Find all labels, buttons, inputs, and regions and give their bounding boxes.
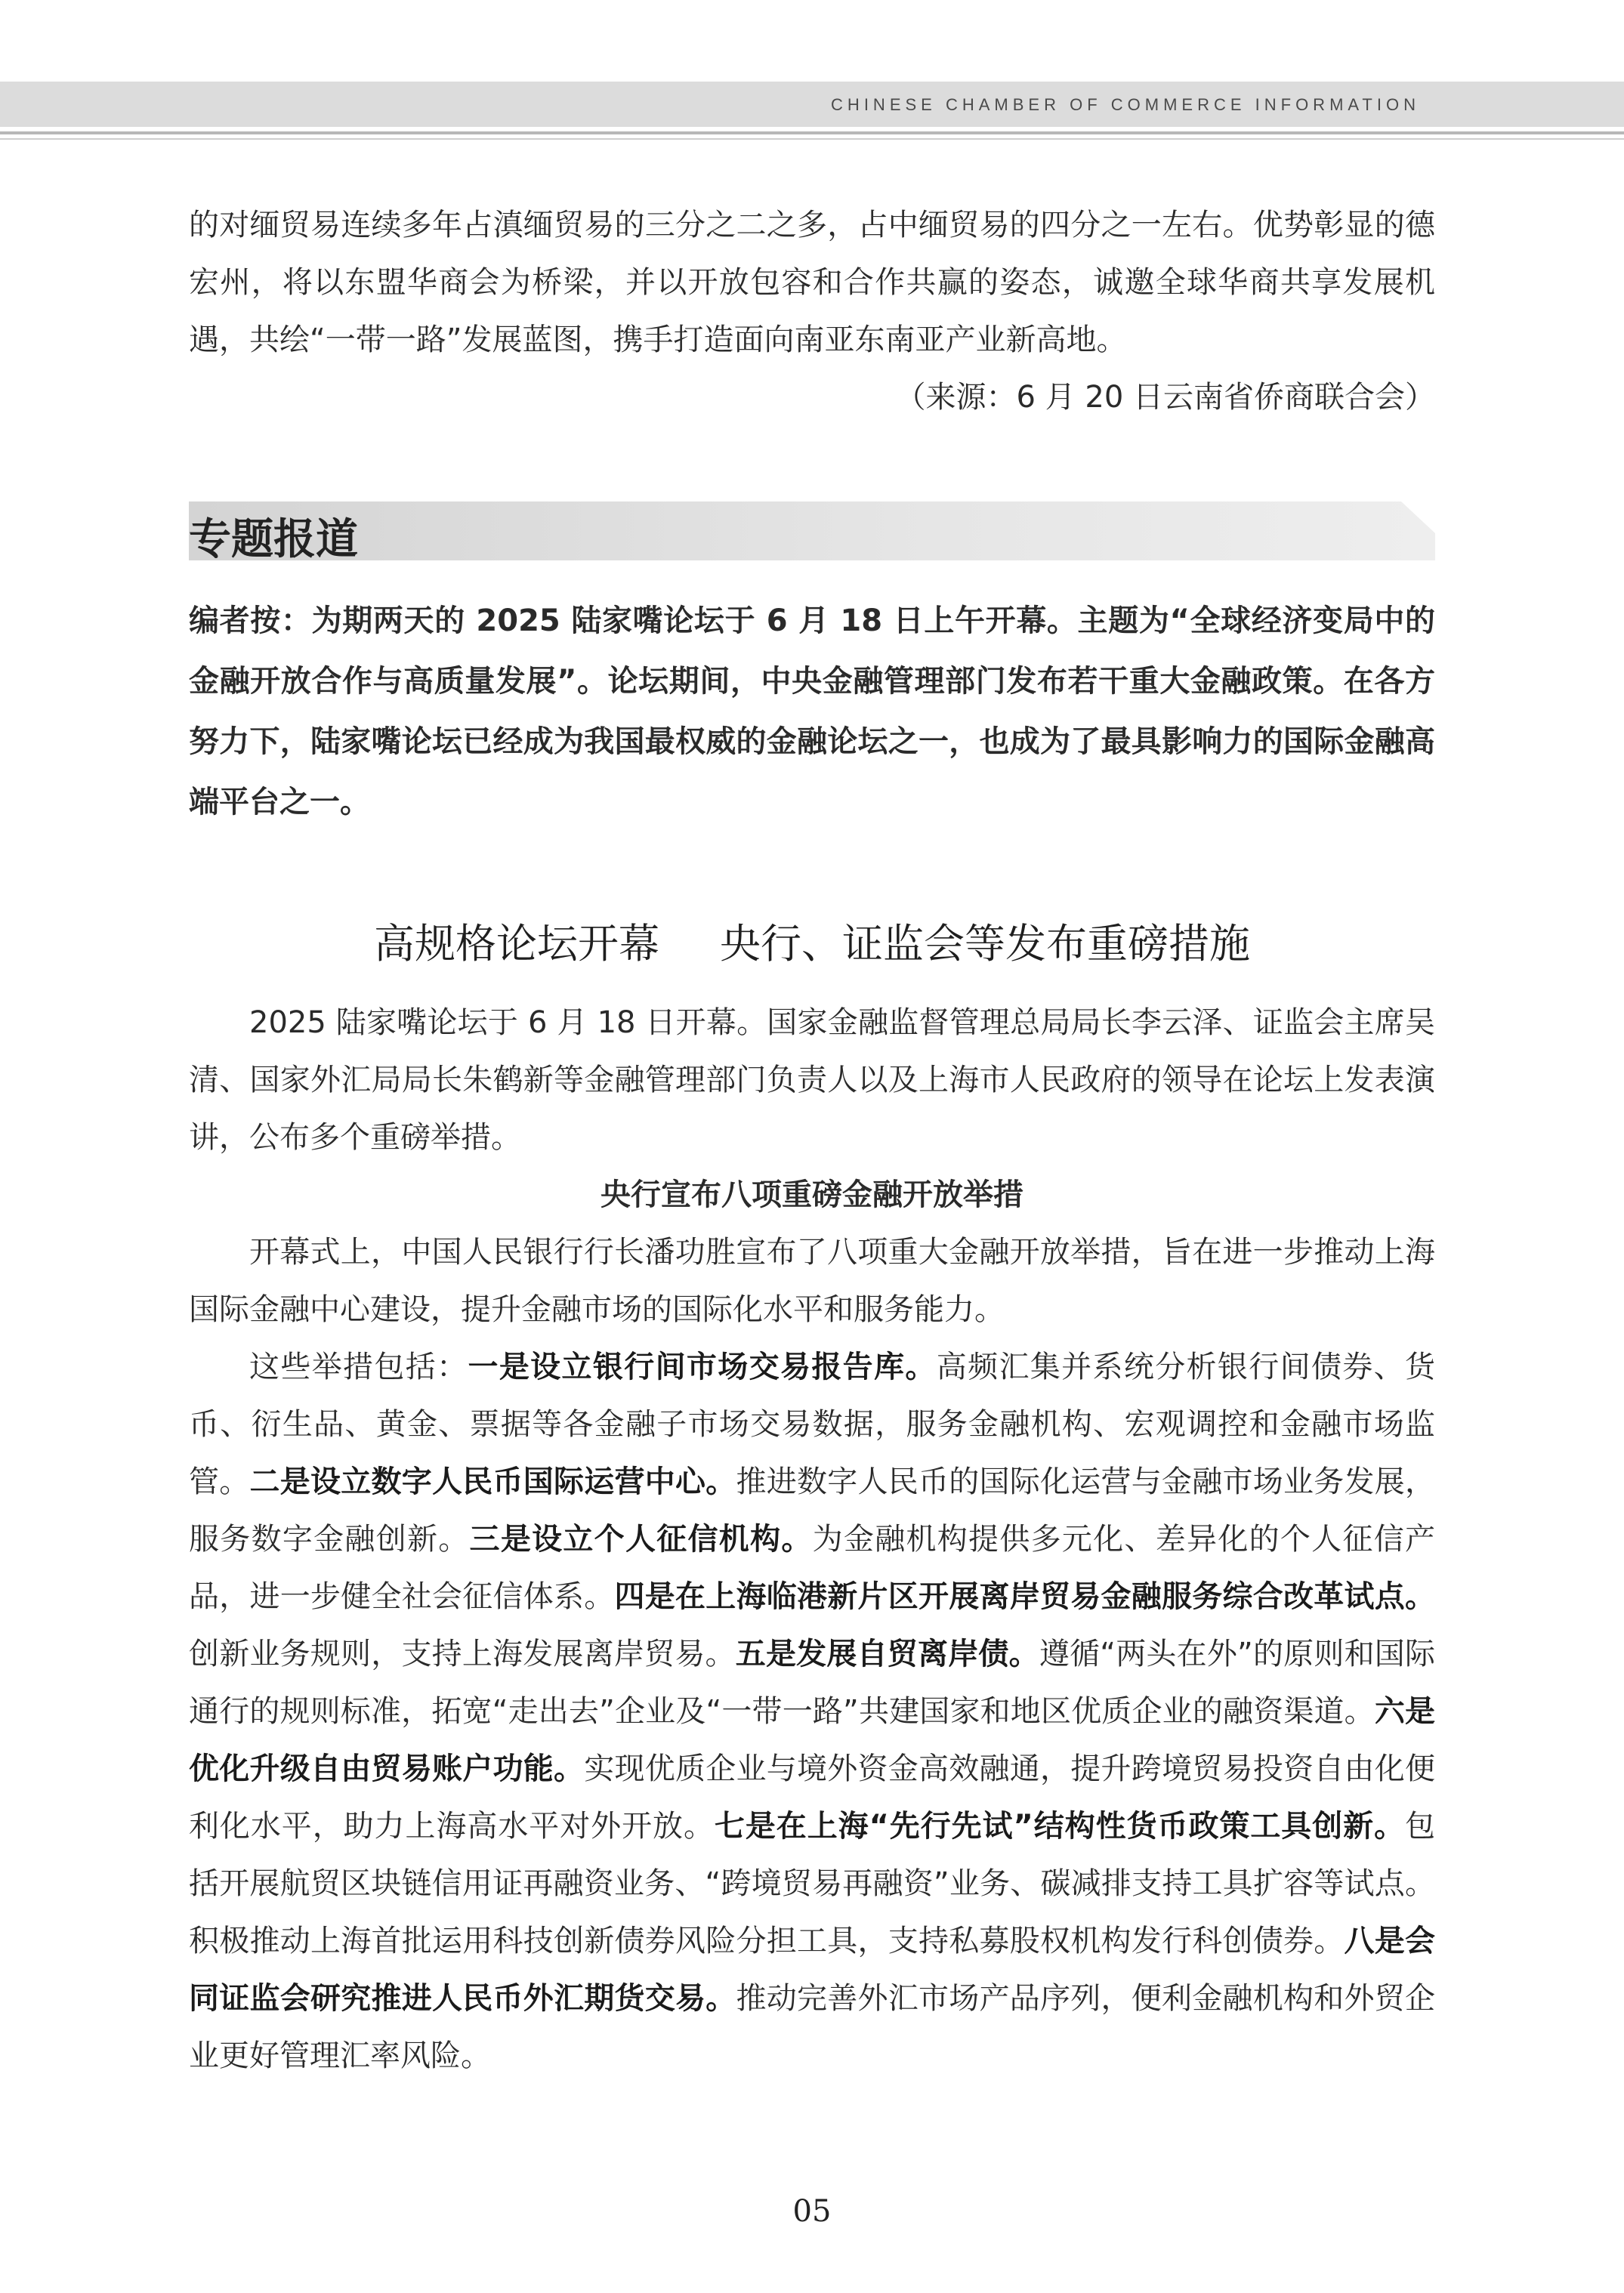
article-paragraph-2: 开幕式上，中国人民银行行长潘功胜宣布了八项重大金融开放举措，旨在进一步推动上海国际金融中心建设，提升金融市场的国际化水平和服务能力。 [189,1235,1435,1327]
section-title: 专题报道 [189,514,358,564]
measure-5-title: 五是发展自贸离岸债。 [735,1637,1039,1671]
page-number: 05 [792,2194,832,2229]
section-header [189,501,1435,564]
source-citation: （来源：6 月 20 日云南省侨商联合会） [895,380,1435,415]
publication-name: CHINESE CHAMBER OF COMMERCE INFORMATION [831,95,1420,114]
measure-1-title: 一是设立银行间市场交易报告库。 [468,1350,937,1384]
article-subheading: 央行宣布八项重磅金融开放举措 [601,1177,1023,1212]
page-content [189,196,1435,2085]
section-header-background [189,501,1435,560]
measures-lead: 这些举措包括： [249,1350,468,1384]
headline-part-1: 高规格论坛开幕 [374,920,659,968]
measure-7-text: 包括开展航贸区块链信用证再融资业务、“跨境贸易再融资”业务、碳减排支持工具扩容等试点。积极推动上海首批运用科技创新债券风险分担工具，支持私募股权机构发行科创债券。 [189,1809,1436,1958]
measure-7-title: 七是在上海“先行先试”结构性货币政策工具创新。 [714,1809,1406,1844]
measure-6-text: 实现优质企业与境外资金高效融通，提升跨境贸易投资自由化便利化水平，助力上海高水平对外开放。 [189,1751,1435,1844]
measure-3-text: 为金融机构提供多元化、差异化的个人征信产品，进一步健全社会征信体系。 [189,1522,1436,1614]
measure-8-text: 推动完善外汇市场产品序列，便利金融机构和外贸企业更好管理汇率风险。 [189,1981,1435,2073]
measure-2-title: 二是设立数字人民币国际运营中心。 [249,1464,736,1499]
header-divider [0,131,1624,134]
measure-6-title: 六是优化升级自由贸易账户功能。 [189,1694,1436,1786]
measure-3-title: 三是设立个人征信机构。 [469,1522,813,1557]
article-paragraph-1: 2025 陆家嘴论坛于 6 月 18 日开幕。国家金融监督管理总局局长李云泽、证监会主席吴清、国家外汇局局长朱鹤新等金融管理部门负责人以及上海市人民政府的领导在论坛上发表演讲，公布多个重磅举措。 [189,1005,1435,1155]
header-divider-thin [0,138,1624,140]
measure-4-text: 创新业务规则，支持上海发展离岸贸易。 [189,1637,736,1671]
article-headline [189,914,1435,974]
article-paragraph-3 [189,1338,1435,2085]
measure-2-text: 推进数字人民币的国际化运营与金融市场业务发展，服务数字金融创新。 [189,1464,1435,1557]
editor-note: 编者按：为期两天的 2025 陆家嘴论坛于 6 月 18 日上午开幕。主题为“全球经济变局中的金融开放合作与高质量发展”。论坛期间，中央金融管理部门发布若干重大金融政策。在各方努力下，陆家嘴论坛已经成为我国最权威的金融论坛之一，也成为了最具影响力的国际金融高端平台之一。 [189,603,1435,819]
headline-part-2: 央行、证监会等发布重磅措施 [720,920,1250,968]
measure-8-title: 八是会同证监会研究推进人民币外汇期货交易。 [189,1924,1435,2016]
intro-paragraph: 的对缅贸易连续多年占滇缅贸易的三分之二之多，占中缅贸易的四分之一左右。优势彰显的德宏州，将以东盟华商会为桥梁，并以开放包容和合作共赢的姿态，诚邀全球华商共享发展机遇，共绘“一带一路”发展蓝图，携手打造面向南亚东南亚产业新高地。 [189,208,1435,357]
measure-4-title: 四是在上海临港新片区开展离岸贸易金融服务综合改革试点。 [614,1579,1435,1614]
measure-5-text: 遵循“两头在外”的原则和国际通行的规则标准，拓宽“走出去”企业及“一带一路”共建国家和地区优质企业的融资渠道。 [189,1637,1436,1729]
measure-1-text: 高频汇集并系统分析银行间债券、货币、衍生品、黄金、票据等各金融子市场交易数据，服务金融机构、宏观调控和金融市场监管。 [189,1350,1436,1499]
